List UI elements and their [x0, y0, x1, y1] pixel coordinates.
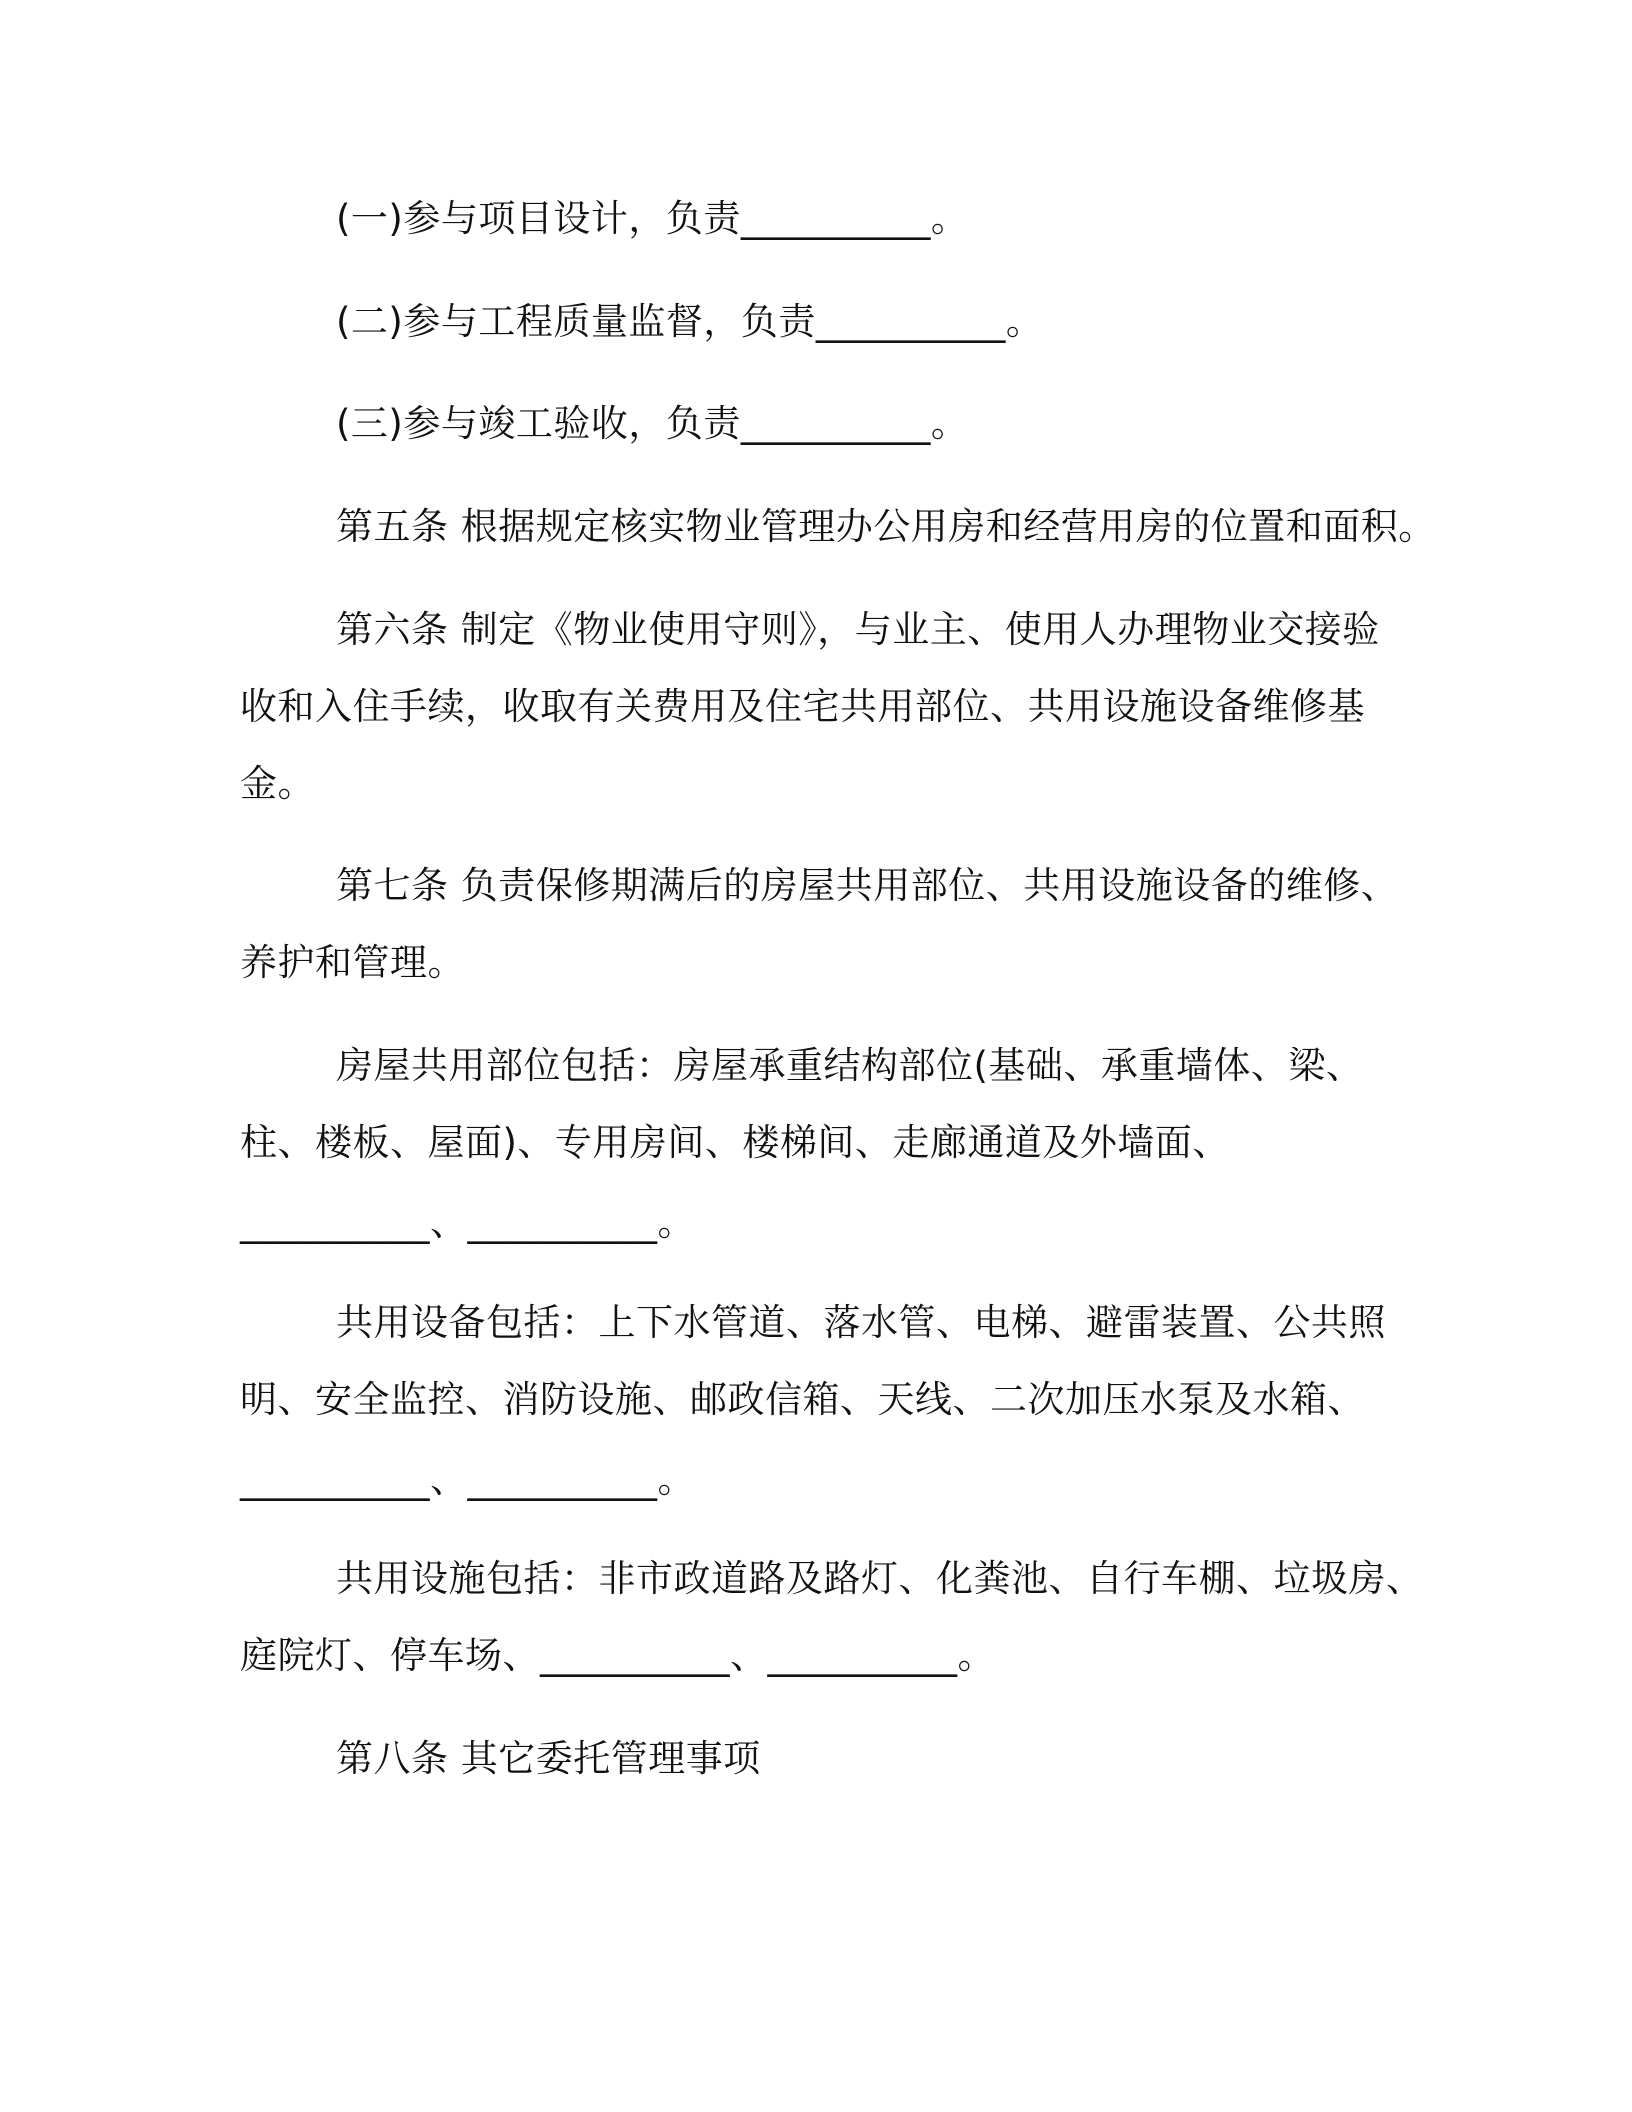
- shared-facilities: [240, 1540, 1424, 1694]
- text-line: (一)参与项目设计，负责__________。: [336, 197, 969, 240]
- shared-building-parts: [240, 1027, 1420, 1261]
- text-line: 第五条 根据规定核实物业管理办公用房和经营用房的位置和面积。: [336, 505, 1436, 548]
- text-line: 养护和管理。: [240, 941, 465, 984]
- article-6: [240, 591, 1420, 822]
- text-line: 第八条 其它委托管理事项: [336, 1737, 761, 1780]
- text-line: 共用设备包括：上下水管道、落水管、电梯、避雷装置、公共照: [336, 1301, 1386, 1344]
- text-line: 第七条 负责保修期满后的房屋共用部位、共用设施设备的维修、: [336, 864, 1399, 907]
- article-7: [240, 847, 1420, 1001]
- paragraph-item-1: [240, 180, 1420, 257]
- text-line: 共用设施包括：非市政道路及路灯、化粪池、自行车棚、垃圾房、: [336, 1557, 1424, 1600]
- text-line: 房屋共用部位包括：房屋承重结构部位(基础、承重墙体、梁、: [336, 1044, 1364, 1087]
- text-line: (二)参与工程质量监督，负责__________。: [336, 300, 1044, 343]
- text-line: (三)参与竣工验收，负责__________。: [336, 402, 969, 445]
- text-line: __________、__________。: [240, 1458, 695, 1501]
- text-line: 柱、楼板、屋面)、专用房间、楼梯间、走廊通道及外墙面、: [240, 1121, 1230, 1164]
- paragraph-item-2: [240, 283, 1420, 360]
- paragraph-item-3: [240, 385, 1420, 462]
- article-8: [240, 1720, 1420, 1797]
- text-line: 第六条 制定《物业使用守则》，与业主、使用人办理物业交接验: [336, 608, 1380, 651]
- shared-equipment: [240, 1284, 1420, 1518]
- article-5: [240, 488, 1436, 565]
- text-line: 庭院灯、停车场、__________、__________。: [240, 1634, 995, 1677]
- text-line: 收和入住手续，收取有关费用及住宅共用部位、共用设施设备维修基: [240, 685, 1365, 728]
- text-line: __________、__________。: [240, 1201, 695, 1244]
- text-line: 金。: [240, 762, 315, 805]
- text-line: 明、安全监控、消防设施、邮政信箱、天线、二次加压水泵及水箱、: [240, 1378, 1365, 1421]
